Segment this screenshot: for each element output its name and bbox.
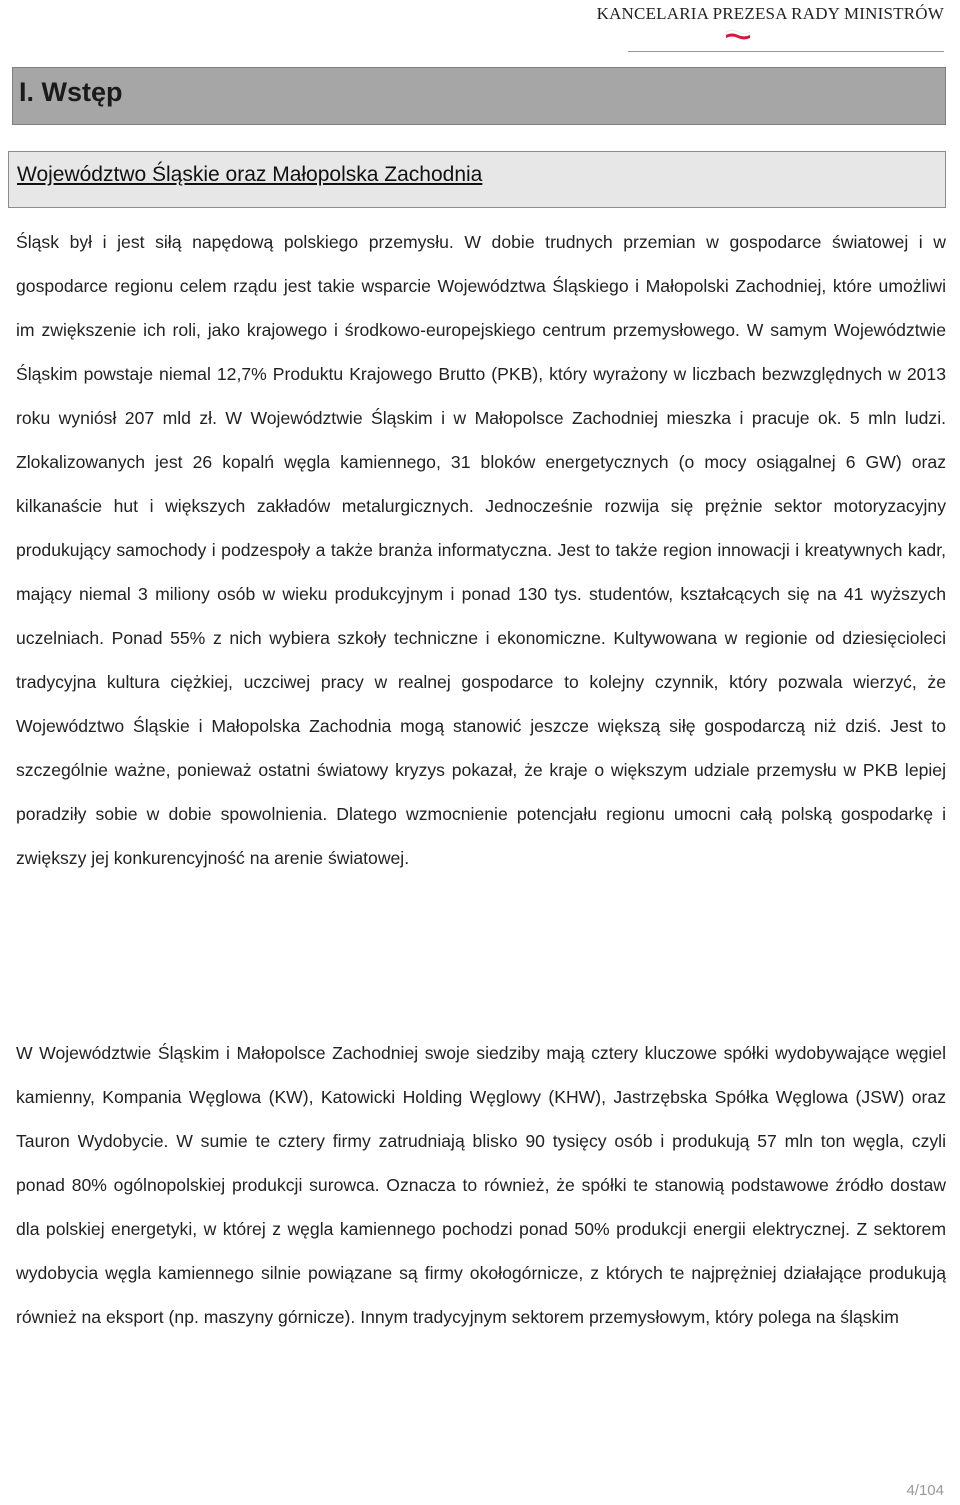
header-rule [628,51,944,52]
chapter-heading-bar [12,67,946,125]
page-number: 4/104 [906,1482,944,1499]
polish-flag-icon [726,29,750,41]
body-paragraph: Śląsk był i jest siłą napędową polskiego przemysłu. W dobie trudnych przemian w gospodarce światowej i w gospodarce regionu celem rządu jest takie wsparcie Województwa Śląskiego i Małopolski Zachodniej, które umożliwi im zwiększenie ich roli, jako krajowego i środkowo-europejskiego centrum przemysłowego. W samym Województwie Śląskim powstaje niemal 12,7% Produktu Krajowego Brutto (PKB), który wyrażony w liczbach bezwzględnych w 2013 roku wyniósł 207 mld zł. W Województwie Śląskim i w Małopolsce Zachodniej mieszka i pracuje ok. 5 mln ludzi. Zlokalizowanych jest 26 kopalń węgla kamiennego, 31 bloków energetycznych (o mocy osiągalnej 6 GW) oraz kilkanaście hut i większych zakładów metalurgicznych. Jednocześnie rozwija się prężnie sektor motoryzacyjny produkujący samochody i podzespoły a także branża informatyczna. Jest to także region innowacji i kreatywnych kadr, mający niemal 3 miliony osób w wieku produkcyjnym i ponad 130 tys. studentów, kształcących się na 41 wyższych uczelniach. Ponad 55% z nich wybiera szkoły techniczne i ekonomiczne. Kultywowana w regionie od dziesięcioleci tradycyjna kultura ciężkiej, uczciwej pracy w realnej gospodarce to kolejny czynnik, który pozwala wierzyć, że Województwo Śląskie i Małopolska Zachodnia mogą stanowić jeszcze większą siłę gospodarczą niż dziś. Jest to szczególnie ważne, ponieważ ostatni światowy kryzys pokazał, że kraje o większym udziale przemysłu w PKB lepiej poradziły sobie w dobie spowolnienia. Dlatego wzmocnienie potencjału regionu umocni całą polską gospodarkę i zwiększy jej konkurencyjność na arenie światowej. [16,232,946,868]
header-brand: KANCELARIA PREZESA RADY MINISTRÓW [596,4,944,23]
body-paragraph: W Województwie Śląskim i Małopolsce Zachodniej swoje siedziby mają cztery kluczowe spółki wydobywające węgiel kamienny, Kompania Węglowa (KW), Katowicki Holding Węglowy (KHW), Jastrzębska Spółka Węglowa (JSW) oraz Tauron Wydobycie. W sumie te cztery firmy zatrudniają blisko 90 tysięcy osób i produkują 57 mln ton węgla, czyli ponad 80% ogólnopolskiej produkcji surowca. Oznacza to również, że spółki te stanowią podstawowe źródło dostaw dla polskiej energetyki, w której z węgla kamiennego pochodzi ponad 50% produkcji energii elektrycznej. Z sektorem wydobycia węgla kamiennego silnie powiązane są firmy okołogórnicze, z których te najprężniej działające produkują również na eksport (np. maszyny górnicze). Innym tradycyjnym sektorem przemysłowym, który polega na śląskim [16,1043,946,1327]
section-heading-bar [8,151,946,208]
chapter-title: I. Wstęp [19,77,123,107]
page-header [0,0,960,52]
section-title: Województwo Śląskie oraz Małopolska Zachodnia [17,163,483,186]
